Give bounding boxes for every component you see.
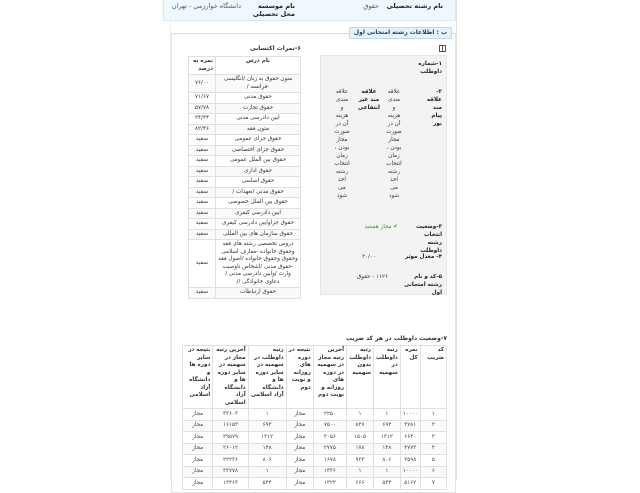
quota-cell: ۳۰۵۶ <box>313 432 346 444</box>
quota-cell: ۱۰۰۰۰ <box>400 466 420 478</box>
score-percent: سفید <box>189 198 216 209</box>
quota-cell: ۶۶۴۰ <box>400 432 420 444</box>
quota-cell: ۳۹۵۷۹ <box>213 432 248 444</box>
quota-cell: ۱۷۸ <box>347 443 374 455</box>
score-percent: ۷۶/۰۰ <box>189 75 216 93</box>
quota-cell: ۱ <box>374 466 401 478</box>
quota-header: رتبه داوطلب در سهمیه <box>374 346 401 409</box>
quota-cell: مجاز <box>183 443 213 455</box>
scores-title: ۶-نمرات اکتسابی <box>249 45 301 52</box>
quota-cell: ۳ <box>420 432 446 444</box>
education-info-card <box>163 0 456 21</box>
exam-info-card <box>320 55 447 295</box>
quota-cell: ۱۳۲۳ <box>313 478 346 490</box>
quota-cell: ۳۳۶۰۳ <box>213 409 248 421</box>
status-value <box>338 223 398 231</box>
score-percent: سفید <box>189 135 216 146</box>
score-row <box>189 229 301 240</box>
quota-cell: ۱ <box>347 466 374 478</box>
course-name: ایین دادرسی مدنی <box>216 114 301 125</box>
status-label: ۳-وضعیت انتخاب رشته داوطلب <box>416 224 442 254</box>
quota-header: نتیجه در دوره های روزانه و نوبت دوم <box>286 346 313 409</box>
quota-cell: ۳۷۸۱ <box>400 420 420 432</box>
quota-cell: ۸۰۶ <box>374 455 401 467</box>
score-row <box>189 240 301 288</box>
gpa-value: ۲۰/۰۰ <box>362 254 376 260</box>
course-name: ایین دادرسی کیفری <box>216 208 301 219</box>
quota-cell: مجاز <box>183 466 213 478</box>
quota-cell: ۶۹۲ <box>374 420 401 432</box>
course-name: حقوق ارتباطات <box>216 288 301 299</box>
course-name: حقوق جزای عمومی <box>216 135 301 146</box>
quota-cell: مجاز <box>286 432 313 444</box>
quota-cell: مجاز <box>286 455 313 467</box>
section-b-title: ب : اطلاعات رشته امتحانی اول <box>349 27 452 39</box>
quota-cell: ۴۷۷۳ <box>400 443 420 455</box>
quota-cell: مجاز <box>183 455 213 467</box>
quota-header: رتبه داوطلب در سهمیه در سایر دوره ها و دانشگاه آزاد اسلامی <box>248 346 286 409</box>
table-icon[interactable] <box>439 45 446 52</box>
quota-cell: ۶۹۲ <box>248 420 286 432</box>
quota-cell: ۷ <box>420 478 446 490</box>
course-name: حقوق اداری <box>216 166 301 177</box>
interest-col3: علاقه مندی و هزینه آن در صورت مجاز بودن ، زمان انتخاب رشته اخذ می شود <box>334 89 350 199</box>
course-name: حقوق اساسی <box>216 177 301 188</box>
quota-header: نتیجه در سایر دوره ها و دانشگاه آزاد اسلامی <box>183 346 213 409</box>
quota-cell: ۲۶۰۱۲ <box>213 443 248 455</box>
quota-row <box>183 478 447 490</box>
quota-cell: ۱۳۱۲ <box>374 432 401 444</box>
quota-cell: ۴ <box>420 443 446 455</box>
quota-cell: ۱۳۱۲ <box>248 432 286 444</box>
score-row <box>189 124 301 135</box>
volunteer-number-label: ۱-شماره داوطلب <box>418 61 442 75</box>
quota-cell: مجاز <box>286 466 313 478</box>
quota-cell: ۵ <box>420 455 446 467</box>
interest-col2: علاقه مند غیر انتفاعی <box>358 89 380 111</box>
quota-cell: ۱۶۷۸ <box>313 455 346 467</box>
institute-value: دانشگاه خوارزمی - تهران <box>171 2 241 10</box>
score-percent: سفید <box>189 219 216 230</box>
quota-cell: ۷۵۰۰ <box>313 420 346 432</box>
quota-cell: مجاز <box>183 409 213 421</box>
quota-status-title: ۷-وضعیت داوطلب در هر کد ضریب <box>345 335 447 342</box>
score-row <box>189 145 301 156</box>
course-name: حقوق تجارت <box>216 103 301 114</box>
score-row <box>189 135 301 146</box>
score-percent: سفید <box>189 288 216 299</box>
institute-label: نام موسسه محل تحصیلی <box>252 2 295 18</box>
quota-header: آخرین رتبه مجاز در سهمیه در سایر دوره ها و دانشگاه آزاد اسلامی <box>213 346 248 409</box>
quota-row <box>183 443 447 455</box>
course-name: حقوق مدنی /تعهدات / <box>216 187 301 198</box>
quota-cell: مجاز <box>286 420 313 432</box>
quota-cell: مجاز <box>183 420 213 432</box>
quota-header: نمره کل <box>400 346 420 409</box>
field-label: نام رشته تحصیلی <box>386 2 443 10</box>
score-percent: سفید <box>189 187 216 198</box>
score-row <box>189 288 301 299</box>
course-name: حقوق بین الملل خصوصی <box>216 198 301 209</box>
quota-cell: مجاز <box>183 478 213 490</box>
quota-cell: ۱۳۳۶ <box>313 466 346 478</box>
quota-cell: ۱ <box>420 409 446 421</box>
quota-header: آخرین رتبه مجاز در سهمیه در دوره های روزانه و نوبت دوم <box>313 346 346 409</box>
score-percent: ۵۷/۷۸ <box>189 103 216 114</box>
quota-cell: ۱۴۸ <box>374 443 401 455</box>
status-text: مجاز هستید <box>364 224 392 230</box>
quota-cell: ۱۵۰۵ <box>347 432 374 444</box>
quota-cell: ۱۶۱۵۳ <box>213 420 248 432</box>
quota-header: رتبه داوطلب بدون سهمیه <box>347 346 374 409</box>
course-name: حقوق جزای اختصاصی <box>216 145 301 156</box>
score-row <box>189 114 301 125</box>
code-value: ۱۱۲۶ - حقوق <box>356 274 388 280</box>
score-percent: ۸۲/۴۶ <box>189 124 216 135</box>
header-percent: نمره به درصد <box>189 57 216 75</box>
quota-cell: ۶۶۶ <box>347 478 374 490</box>
score-percent: ۲۴/۴۴ <box>189 114 216 125</box>
interest-label: ۲-علاقه مند پیام نور <box>426 89 442 127</box>
score-percent: سفید <box>189 240 216 288</box>
score-percent: سفید <box>189 145 216 156</box>
quota-row <box>183 455 447 467</box>
score-percent: سفید <box>189 166 216 177</box>
quota-row <box>183 420 447 432</box>
gpa-label: ۴- معدل موثر <box>405 254 442 260</box>
score-percent: سفید <box>189 208 216 219</box>
quota-cell: ۱۰۰۰۰ <box>400 409 420 421</box>
quota-cell: مجاز <box>286 478 313 490</box>
course-name: حقوق بین الملل عمومی <box>216 156 301 167</box>
quota-cell: ۲۷۷۵ <box>313 443 346 455</box>
quota-cell: مجاز <box>286 443 313 455</box>
quota-cell: ۵۴۴ <box>248 478 286 490</box>
header-course: نام درس <box>216 57 301 75</box>
quota-row <box>183 409 447 421</box>
field-value: حقوق <box>363 2 379 10</box>
quota-cell: ۶ <box>420 466 446 478</box>
quota-cell: ۵۱۶۲ <box>400 478 420 490</box>
quota-cell: ۲۲۵۰ <box>313 409 346 421</box>
score-row <box>189 187 301 198</box>
score-row <box>189 198 301 209</box>
quota-cell: ۳۳۷۷۸ <box>213 466 248 478</box>
quota-cell: مجاز <box>286 409 313 421</box>
score-percent: سفید <box>189 177 216 188</box>
quota-cell: ۵۴۴ <box>374 478 401 490</box>
quota-row <box>183 432 447 444</box>
quota-cell: ۱ <box>347 409 374 421</box>
score-row <box>189 219 301 230</box>
score-row <box>189 156 301 167</box>
quota-cell: ۲ <box>420 420 446 432</box>
quota-cell: ۸۰۶ <box>248 455 286 467</box>
quota-cell: ۱ <box>248 466 286 478</box>
interest-col1: علاقه مندی و هزینه آن در صورت مجاز بودن ، زمان انتخاب رشته اخذ می شود <box>386 89 402 199</box>
course-name: متون فقه <box>216 124 301 135</box>
code-label: ۵-کد و نام رشته امتحانی اول <box>404 274 442 296</box>
course-name: متون حقوق به زبان /انگلیسی -فرانسه / <box>216 75 301 93</box>
course-name: حقوق سازمان های بین المللی <box>216 229 301 240</box>
score-percent: سفید <box>189 229 216 240</box>
quota-cell: ۱۴۸ <box>248 443 286 455</box>
score-row <box>189 208 301 219</box>
quota-cell: ۲۲۲۳۶ <box>213 455 248 467</box>
score-percent: ۷۱/۶۷ <box>189 93 216 104</box>
quota-cell: ۸۲۷ <box>347 420 374 432</box>
check-icon: ✔ <box>391 224 398 230</box>
quota-cell: ۹۲۳ <box>347 455 374 467</box>
score-row <box>189 93 301 104</box>
scores-table <box>188 56 301 299</box>
quota-cell: ۱۳۴۶۳ <box>213 478 248 490</box>
score-row <box>189 166 301 177</box>
course-name: دروس تخصصی رشته های فقه وحقوق خانواده -معارف اسلامی وحقوق وحقوق خانواده /اصول فقه -حقوق مدنی /اشخاص تاوصیت وارث /وایین دادرسی مدنی /دعاوی خانوادگی // <box>216 240 301 288</box>
course-name: حقوق مدنی <box>216 93 301 104</box>
score-row <box>189 177 301 188</box>
quota-cell: ۱ <box>374 409 401 421</box>
quota-header: کد ضریب <box>420 346 446 409</box>
score-row <box>189 75 301 93</box>
score-row <box>189 103 301 114</box>
quota-status-table <box>182 345 447 490</box>
quota-cell: مجاز <box>183 432 213 444</box>
score-percent: سفید <box>189 156 216 167</box>
quota-row <box>183 466 447 478</box>
quota-cell: ۳۵۹۸ <box>400 455 420 467</box>
quota-cell: ۱ <box>248 409 286 421</box>
course-name: حقوق جزاوایین دادرسی کیفری <box>216 219 301 230</box>
